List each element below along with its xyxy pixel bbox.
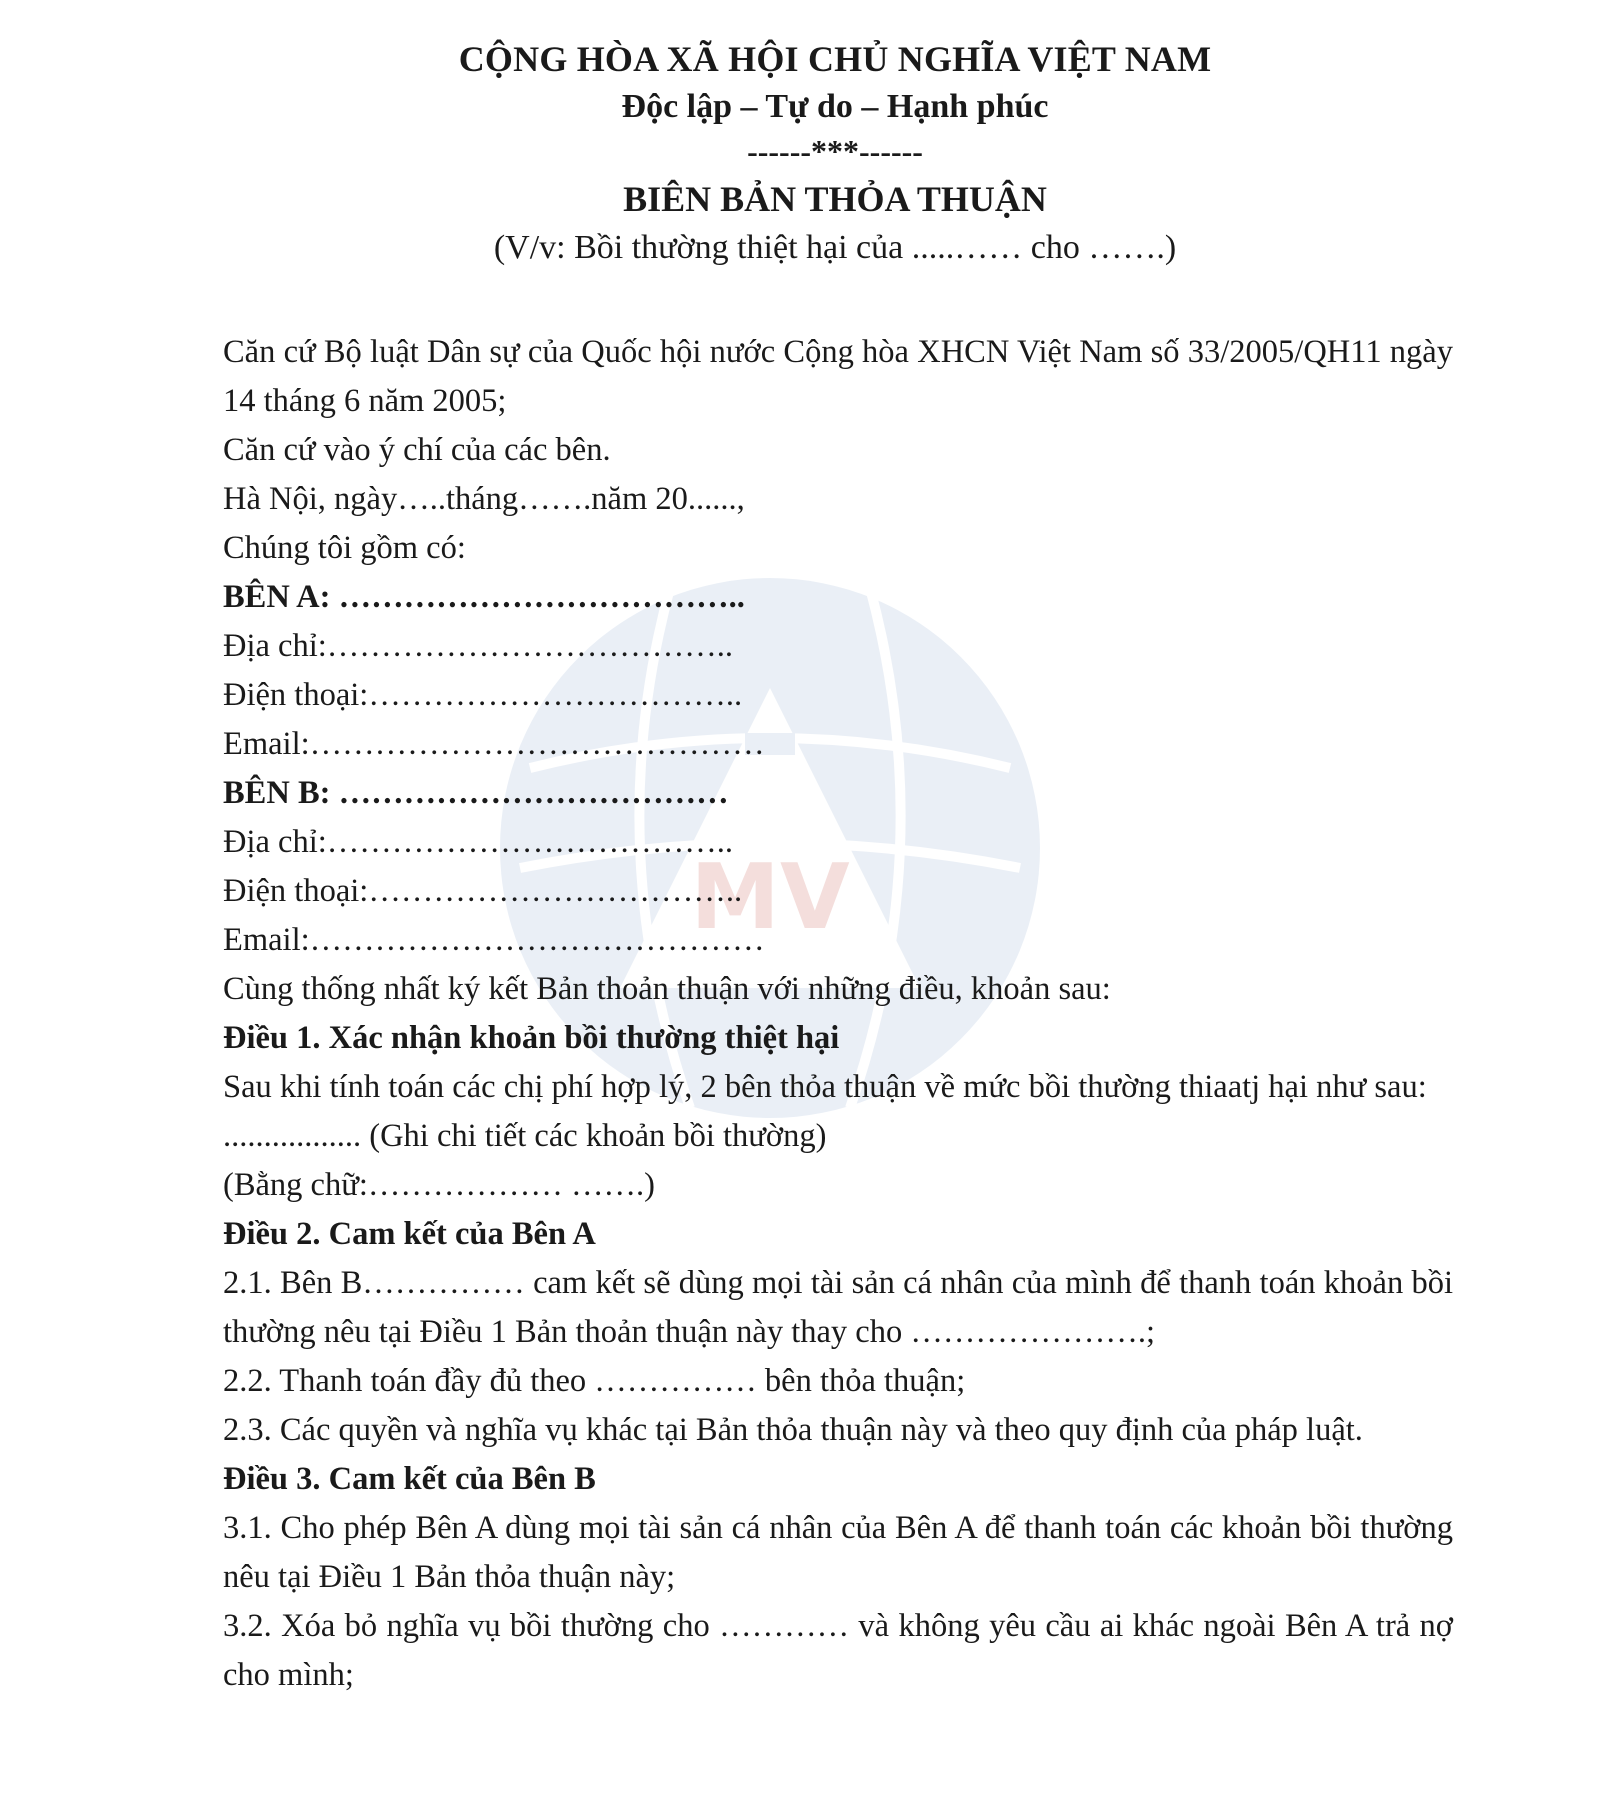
national-motto: Độc lập – Tự do – Hạnh phúc xyxy=(621,88,1049,125)
article-1-in-words: (Bằng chữ:……………… …….) xyxy=(223,1167,655,1203)
article-1-text: Sau khi tính toán các chị phí hợp lý, 2 bên thỏa thuận về mức bồi thường thiaatj hại như sau: xyxy=(223,1069,1427,1105)
article-2-clause-3: 2.3. Các quyền và nghĩa vụ khác tại Bản thỏa thuận này và theo quy định của pháp luật. xyxy=(223,1412,1363,1448)
party-b-phone: Điện thoại:…………………………….. xyxy=(223,873,743,909)
party-a-name: BÊN A: ……………………………….. xyxy=(223,579,745,615)
article-3-clause-1: 3.1. Cho phép Bên A dùng mọi tài sản cá nhân của Bên A để thanh toán các khoản bồi thường nêu tại Điều 1 Bản thỏa thuận này; xyxy=(223,1510,1453,1595)
document-title: BIÊN BẢN THỎA THUẬN xyxy=(623,179,1047,219)
agreement-intro: Cùng thống nhất ký kết Bản thoản thuận với những điều, khoản sau: xyxy=(223,971,1111,1007)
party-b-address: Địa chỉ:……………………………….. xyxy=(223,824,734,860)
document-body xyxy=(223,328,1453,1700)
basis-will: Căn cứ vào ý chí của các bên. xyxy=(223,432,611,468)
article-3-clause-2: 3.2. Xóa bỏ nghĩa vụ bồi thường cho ………… và không yêu cầu ai khác ngoài Bên A trả nợ cho mình; xyxy=(223,1608,1453,1693)
party-a-phone: Điện thoại:…………………………….. xyxy=(223,677,743,713)
party-a-address: Địa chỉ:……………………………….. xyxy=(223,628,734,664)
article-3-heading: Điều 3. Cam kết của Bên B xyxy=(223,1461,596,1497)
basis-civil-code: Căn cứ Bộ luật Dân sự của Quốc hội nước Cộng hòa XHCN Việt Nam số 33/2005/QH11 ngày 14 tháng 6 năm 2005; xyxy=(223,334,1453,419)
party-b-email: Email:…………………………………… xyxy=(223,922,765,958)
date-place: Hà Nội, ngày…..tháng…….năm 20......, xyxy=(223,481,745,517)
article-2-clause-2: 2.2. Thanh toán đầy đủ theo …………… bên thỏa thuận; xyxy=(223,1363,966,1399)
article-1-heading: Điều 1. Xác nhận khoản bồi thường thiệt hại xyxy=(223,1020,840,1056)
header-separator: ------***------ xyxy=(747,133,923,169)
party-b-name: BÊN B: ……………………………… xyxy=(223,775,729,811)
party-a-email: Email:…………………………………… xyxy=(223,726,765,762)
document-subject: (V/v: Bồi thường thiệt hại của .....…… cho …….) xyxy=(493,229,1177,266)
article-1-details: ................. (Ghi chi tiết các khoản bồi thường) xyxy=(223,1118,827,1154)
watermark-text: MV xyxy=(690,845,850,950)
article-2-heading: Điều 2. Cam kết của Bên A xyxy=(223,1216,596,1252)
nation-name: CỘNG HÒA XÃ HỘI CHỦ NGHĨA VIỆT NAM xyxy=(458,39,1212,79)
article-2-clause-1: 2.1. Bên B…………… cam kết sẽ dùng mọi tài sản cá nhân của mình để thanh toán khoản bồi thường nêu tại Điều 1 Bản thoản thuận này thay cho ………………….; xyxy=(223,1265,1453,1350)
document-header xyxy=(0,34,1600,272)
parties-intro: Chúng tôi gồm có: xyxy=(223,530,466,566)
